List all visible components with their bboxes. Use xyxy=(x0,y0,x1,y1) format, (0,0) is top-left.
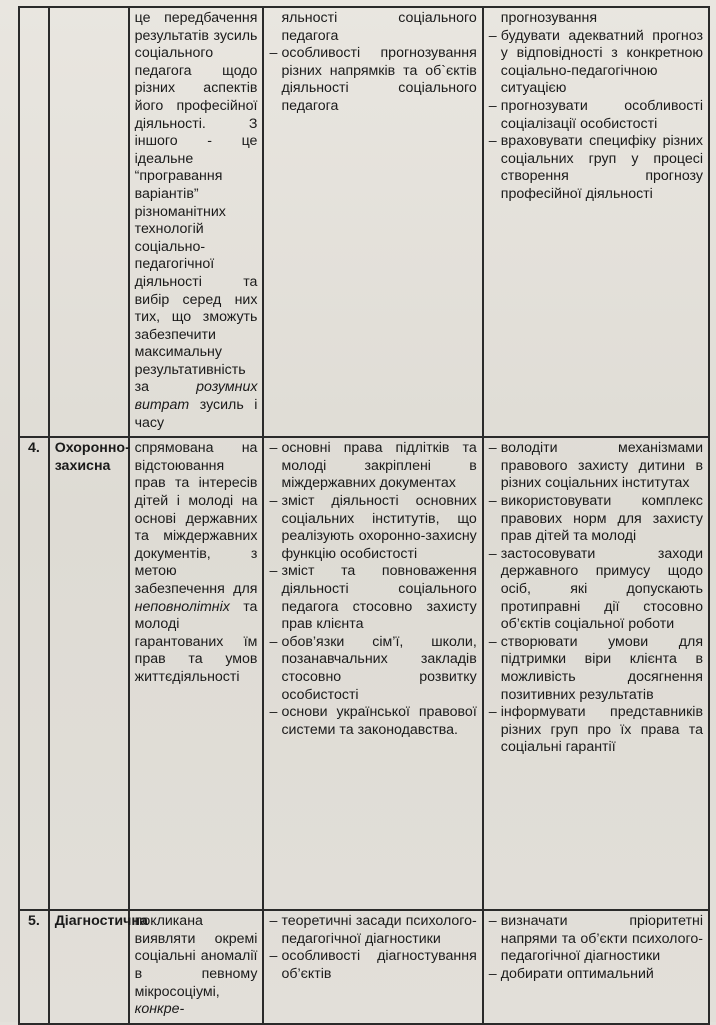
skill-item: прогнозування xyxy=(500,10,598,26)
function-name: Охоронно-захисна xyxy=(49,437,129,910)
skill-item: – будувати адекватний прогноз у відповідності з конкретною соціально-педагогічною ситуацією xyxy=(489,28,703,98)
skill-item: – використовувати комплекс правових норм для захисту прав дітей та молоді xyxy=(489,493,703,546)
description-fragment: зусиль і часу xyxy=(134,397,258,431)
description-fragment: спрямована на відстоювання прав та інтересів дітей і молоді на основі державних та міждержавних документів, з метою забезпечення для xyxy=(134,440,258,597)
knowledge-item: – теоретичні засади психолого-педагогічної діагностики xyxy=(269,913,476,948)
function-number xyxy=(19,7,49,437)
knowledge-item: – особливості діагностування об’єктів xyxy=(269,948,476,983)
function-description xyxy=(129,7,264,437)
function-number: 5. xyxy=(19,910,49,1024)
knowledge-list xyxy=(263,910,482,1024)
function-number: 4. xyxy=(19,437,49,910)
skills-list xyxy=(483,7,709,437)
skill-item: – добирати оптимальний xyxy=(489,966,703,984)
description-fragment: це передбачення результатів зусиль соціального педагога щодо різних аспектів його професійної діяльності. З іншого - це ідеальне “програвання варіантів” різноманітних технологій соціально-педагогічної діяльності та вибір серед них тих, що зможуть забезпечити максимальну результативність за xyxy=(134,10,258,396)
functions-table xyxy=(18,6,710,1025)
knowledge-list xyxy=(263,437,482,910)
table-row xyxy=(19,7,709,437)
knowledge-item: – основи української правової системи та законодавства. xyxy=(269,704,476,739)
description-fragment: та молоді гарантованих їм прав та умов життєдіяльності xyxy=(134,598,258,685)
skills-list xyxy=(483,910,709,1024)
skill-item: – враховувати специфіку різних соціальних груп у процесі створення прогнозу професійної діяльності xyxy=(489,133,703,203)
knowledge-item: – основні права підлітків та молоді закріплені в міждержавних документах xyxy=(269,440,476,493)
skill-item: – володіти механізмами правового захисту дитини в різних соціальних інститутах xyxy=(489,440,703,493)
skill-item: – прогнозувати особливості соціалізації особистості xyxy=(489,98,703,133)
knowledge-item: – зміст та повноваження діяльності соціального педагога стосовно захисту прав клієнта xyxy=(269,563,476,633)
description-fragment: конкре- xyxy=(134,1001,185,1018)
knowledge-list xyxy=(263,7,482,437)
description-fragment: розумних витрат xyxy=(134,379,258,414)
skill-item: – застосовувати заходи державного примусу щодо осіб, які допускають протиправні дії стосовно об’єктів соціальної роботи xyxy=(489,546,703,634)
skill-item: – інформувати представників різних груп про їх права та соціальні гарантії xyxy=(489,704,703,757)
knowledge-item: – зміст діяльності основних соціальних інститутів, що реалізують охоронно-захисну функцію особистості xyxy=(269,493,476,563)
function-description xyxy=(129,910,264,1024)
skills-list xyxy=(483,437,709,910)
description-fragment: покликана виявляти окремі соціальні аномалії в певному мікросоціумі, xyxy=(134,913,258,1000)
table-row xyxy=(19,910,709,1024)
knowledge-item: – обов’язки сім’ї, школи, позанавчальних закладів стосовно розвитку особистості xyxy=(269,634,476,704)
function-name xyxy=(49,7,129,437)
skill-item: – визначати пріоритетні напрями та об’єкти психолого-педагогічної діагностики xyxy=(489,913,703,966)
description-fragment: неповнолітніх xyxy=(134,598,230,615)
skill-item: – створювати умови для підтримки віри клієнта в можливість досягнення позитивних результатів xyxy=(489,634,703,704)
table-row xyxy=(19,437,709,910)
table-body xyxy=(19,7,709,1024)
function-description xyxy=(129,437,264,910)
function-name: Діагностична xyxy=(49,910,129,1024)
knowledge-item: яльності соціального педагога xyxy=(281,10,477,44)
knowledge-item: – особливості прогнозування різних напрямків та об`єктів діяльності соціального педагога xyxy=(269,45,476,115)
